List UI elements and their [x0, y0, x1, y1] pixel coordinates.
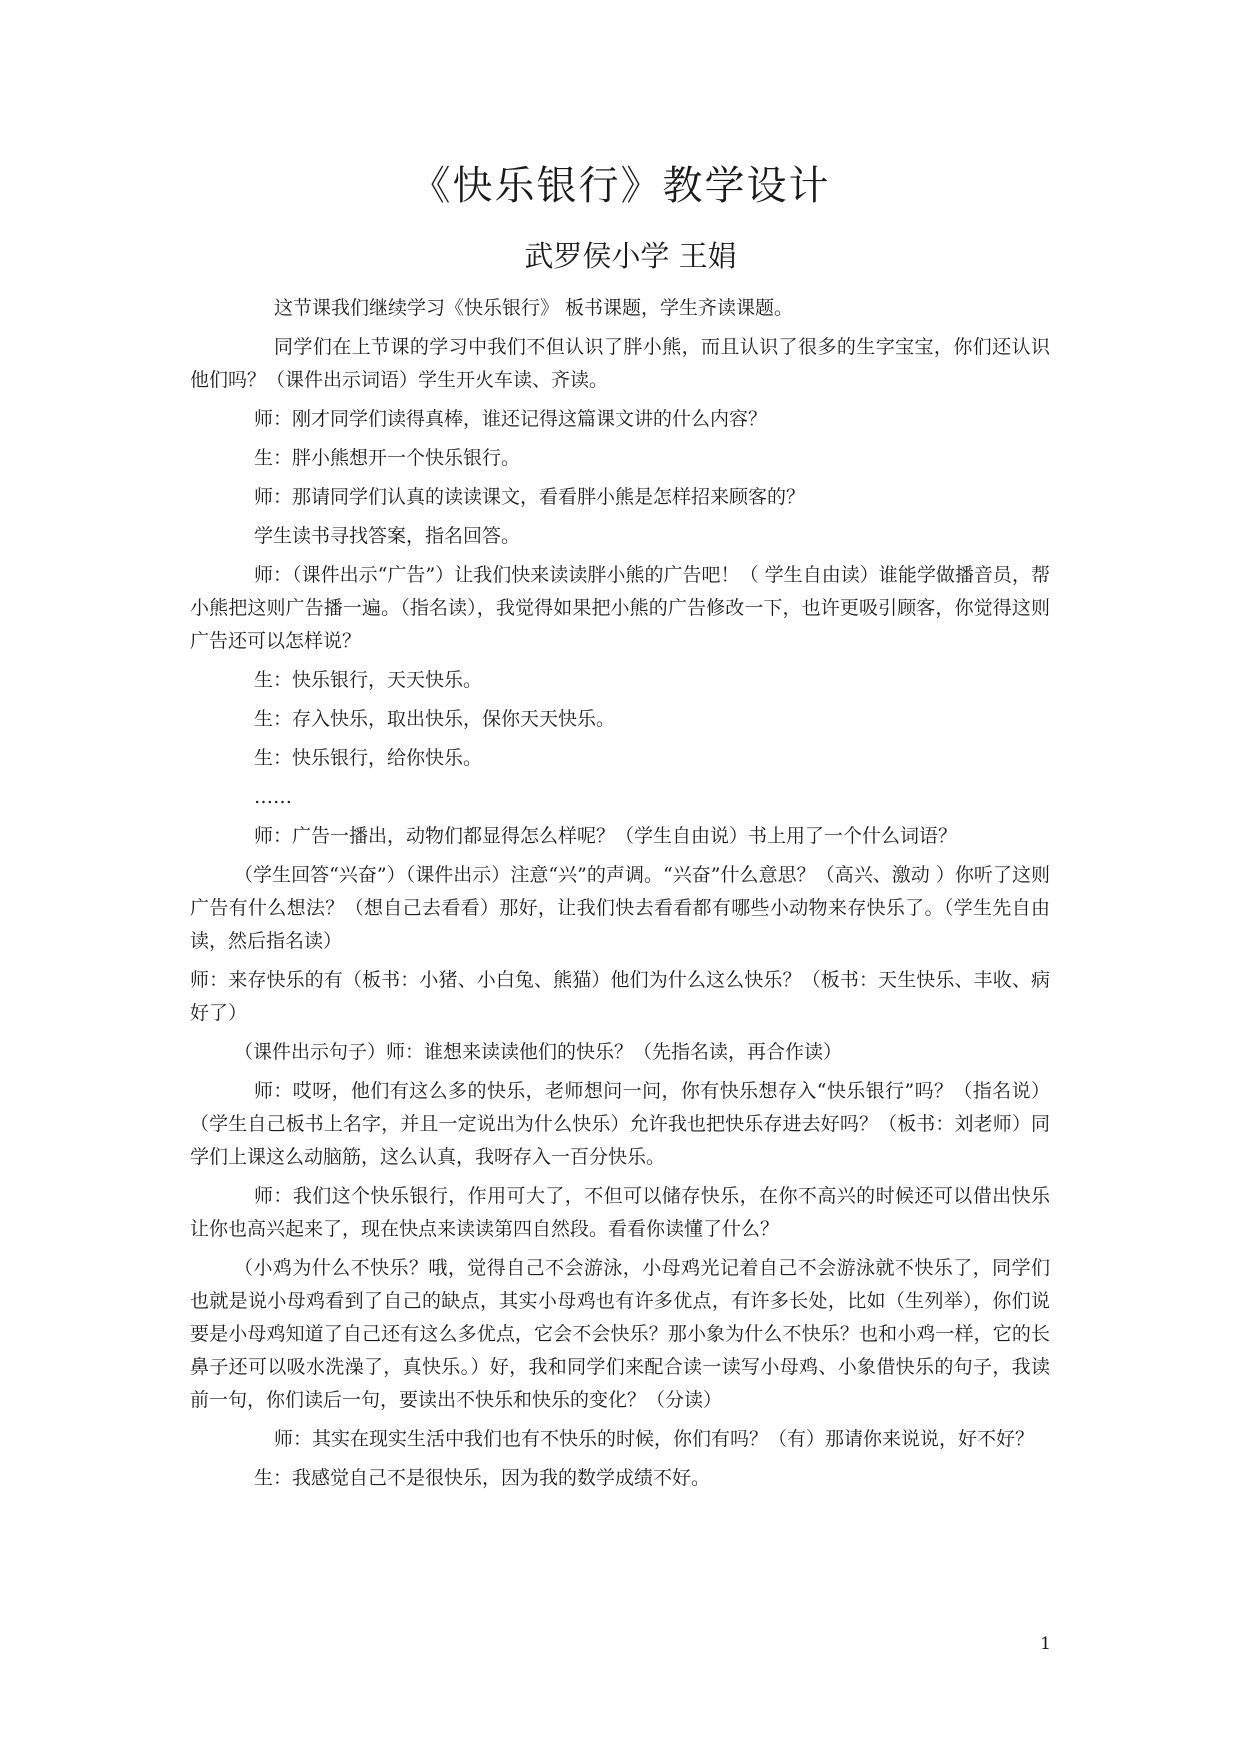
paragraph: 师：广告一播出，动物们都显得怎么样呢？（学生自由说）书上用了一个什么词语？: [254, 825, 958, 847]
paragraph: 生：胖小熊想开一个快乐银行。: [254, 447, 521, 469]
paragraph: （学生回答“兴奋”）（课件出示）注意“兴”的声调。“兴奋”什么意思？（高兴、激动 ）你听了这则广告有什么想法？（想自己去看看）那好，让我们快去看看都有哪些小动物来存快乐了。（学生先自由读，然后指名读）: [190, 864, 1050, 952]
document-body: [190, 292, 1050, 1501]
paragraph: （小鸡为什么不快乐？哦，觉得自己不会游泳，小母鸡光记着自己不会游泳就不快乐了，同学们也就是说小母鸡看到了自己的缺点，其实小母鸡也有许多优点，有许多长处，比如（生列举），你们说要是小母鸡知道了自己还有这么多优点，它会不会快乐？那小象为什么不快乐？也和小鸡一样，它的长鼻子还可以吸水洗澡了，真快乐。）好，我和同学们来配合读一读写小母鸡、小象借快乐的句子，我读前一句，你们读后一句，要读出不快乐和快乐的变化？（分读）: [190, 1257, 1050, 1411]
document-author: 武罗侯小学 王娟: [524, 239, 737, 273]
page-number: 1: [1040, 1634, 1051, 1654]
paragraph: 师：刚才同学们读得真棒，谁还记得这篇课文讲的什么内容？: [254, 408, 768, 430]
paragraph: 生：我感觉自己不是很快乐，因为我的数学成绩不好。: [254, 1467, 711, 1489]
paragraph: 同学们在上节课的学习中我们不但认识了胖小熊，而且认识了很多的生字宝宝，你们还认识他们吗？（课件出示词语）学生开火车读、齐读。: [190, 336, 1050, 391]
paragraph: 生：快乐银行，给你快乐。: [254, 747, 483, 769]
paragraph: 这节课我们继续学习《快乐银行》 板书课题，学生齐读课题。: [274, 297, 794, 319]
paragraph: ……: [254, 786, 292, 808]
paragraph: （课件出示句子）师：谁想来读读他们的快乐？（先指名读，再合作读）: [234, 1041, 843, 1063]
paragraph: 生：快乐银行，天天快乐。: [254, 669, 483, 691]
paragraph: 师：我们这个快乐银行，作用可大了，不但可以储存快乐，在你不高兴的时候还可以借出快乐让你也高兴起来了，现在快点来读读第四自然段。看看你读懂了什么？: [190, 1185, 1050, 1240]
paragraph: 师：哎呀，他们有这么多的快乐，老师想问一问，你有快乐想存入“快乐银行”吗？（指名说）（学生自己板书上名字，并且一定说出为什么快乐）允许我也把快乐存进去好吗？（板书：刘老师）同学们上课这么动脑筋，这么认真，我呀存入一百分快乐。: [190, 1080, 1050, 1168]
document-title: 《快乐银行》教学设计: [410, 163, 831, 209]
paragraph: 师：来存快乐的有（板书：小猪、小白兔、熊猫）他们为什么这么快乐？（板书：天生快乐、丰收、病好了）: [190, 969, 1050, 1024]
paragraph: 师：其实在现实生活中我们也有不快乐的时候，你们有吗？（有）那请你来说说，好不好？: [274, 1428, 1035, 1450]
paragraph: 学生读书寻找答案，指名回答。: [254, 525, 521, 547]
paragraph: 生：存入快乐，取出快乐，保你天天快乐。: [254, 708, 616, 730]
paragraph: 师：那请同学们认真的读读课文，看看胖小熊是怎样招来顾客的？: [254, 486, 806, 508]
paragraph: 师：（课件出示“广告”）让我们快来读读胖小熊的广告吧！（ 学生自由读）谁能学做播音员，帮小熊把这则广告播一遍。（指名读），我觉得如果把小熊的广告修改一下，也许更吸引顾客，你觉得这则广告还可以怎样说？: [190, 564, 1050, 652]
